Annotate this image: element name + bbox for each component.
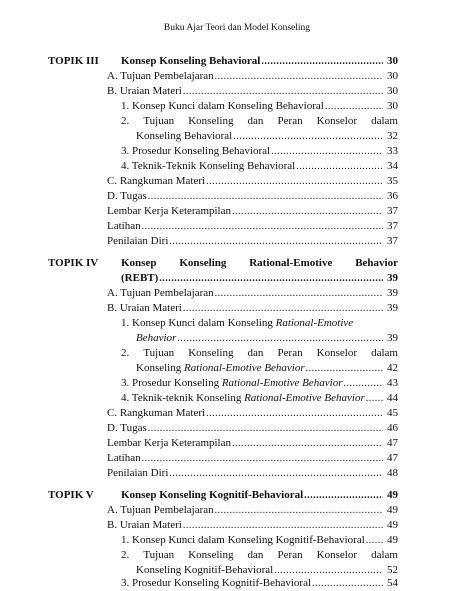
leader-dots bbox=[142, 219, 383, 234]
word: 2. bbox=[121, 347, 130, 359]
word: dan bbox=[247, 115, 264, 127]
toc-entry[interactable] bbox=[107, 466, 398, 481]
leader-dots bbox=[261, 54, 383, 69]
entry-title: B. Uraian Materi bbox=[107, 519, 182, 531]
leader-dots bbox=[304, 488, 383, 503]
toc-entry[interactable] bbox=[107, 301, 398, 316]
page-number: 54 bbox=[387, 577, 398, 589]
word: Konselor bbox=[316, 115, 357, 127]
entry-title: Latihan bbox=[107, 452, 141, 464]
page-number: 39 bbox=[387, 302, 398, 314]
word: Konseling bbox=[188, 347, 234, 359]
page-number: 49 bbox=[387, 504, 398, 516]
page-number: 43 bbox=[387, 377, 398, 389]
leader-dots bbox=[215, 503, 383, 518]
topic-title-line1 bbox=[121, 256, 398, 271]
word: dan bbox=[247, 549, 264, 561]
entry-title: 3. Prosedur Konseling Behavioral bbox=[121, 145, 271, 157]
toc-entry[interactable] bbox=[107, 234, 398, 249]
leader-dots bbox=[232, 204, 383, 219]
toc-entry[interactable] bbox=[107, 189, 398, 204]
entry-title: 1. Konsep Kunci dalam Konseling Kognitif-Behavioral bbox=[121, 534, 365, 546]
toc-entry[interactable] bbox=[107, 518, 398, 533]
entry-title-prefix: Konseling bbox=[136, 362, 184, 374]
leader-dots bbox=[206, 406, 383, 421]
entry-title bbox=[121, 391, 365, 406]
toc-entry[interactable] bbox=[107, 84, 398, 99]
word: Behavior bbox=[355, 257, 398, 269]
entry-title: D. Tugas bbox=[107, 422, 147, 434]
leader-dots bbox=[232, 436, 383, 451]
leader-dots bbox=[148, 421, 383, 436]
page-number: 48 bbox=[387, 467, 398, 479]
page-number: 42 bbox=[387, 362, 398, 374]
entry-title: 1. Konsep Kunci dalam Konseling bbox=[121, 317, 273, 329]
toc-entry[interactable] bbox=[121, 144, 398, 159]
leader-dots bbox=[312, 576, 383, 591]
topic-label: TOPIK V bbox=[48, 489, 94, 501]
toc-entry[interactable] bbox=[107, 503, 398, 518]
leader-dots bbox=[325, 99, 383, 114]
leader-dots bbox=[183, 84, 383, 99]
word: Tujuan bbox=[143, 347, 175, 359]
leader-dots bbox=[366, 533, 383, 548]
entry-title: Penilaian Diri bbox=[107, 235, 169, 247]
leader-dots bbox=[177, 331, 383, 346]
leader-dots bbox=[183, 301, 383, 316]
toc-entry[interactable] bbox=[107, 406, 398, 421]
topic-label: TOPIK IV bbox=[48, 257, 99, 269]
topic-title-entry[interactable] bbox=[121, 271, 398, 286]
word: Konseling bbox=[188, 115, 234, 127]
topic-title-entry bbox=[121, 54, 398, 69]
page-number: 39 bbox=[387, 287, 398, 299]
toc-entry-line1[interactable] bbox=[121, 114, 398, 129]
page-number: 39 bbox=[387, 332, 398, 344]
page-number: 46 bbox=[387, 422, 398, 434]
word: dan bbox=[247, 347, 264, 359]
word: Rational-Emotive bbox=[249, 257, 333, 269]
leader-dots bbox=[215, 286, 383, 301]
page-number: 47 bbox=[387, 452, 398, 464]
page-number: 30 bbox=[387, 100, 398, 112]
toc-topic-3[interactable] bbox=[0, 54, 474, 69]
page-number: 36 bbox=[387, 190, 398, 202]
leader-dots bbox=[142, 451, 383, 466]
toc-entry-line1[interactable] bbox=[121, 316, 353, 331]
word: Konseling bbox=[188, 549, 234, 561]
page-number: 32 bbox=[387, 130, 398, 142]
toc-entry-line1[interactable] bbox=[121, 548, 398, 563]
page-number: 33 bbox=[387, 145, 398, 157]
topic-title-entry bbox=[121, 488, 398, 503]
toc-entry[interactable] bbox=[107, 219, 398, 234]
leader-dots bbox=[148, 189, 383, 204]
toc-entry[interactable] bbox=[107, 69, 398, 84]
word: 2. bbox=[121, 115, 130, 127]
leader-dots bbox=[344, 376, 384, 391]
word: dalam bbox=[371, 549, 398, 561]
page-number: 52 bbox=[387, 564, 398, 576]
word: dalam bbox=[371, 347, 398, 359]
leader-dots bbox=[183, 518, 383, 533]
leader-dots bbox=[306, 361, 383, 376]
toc-entry[interactable] bbox=[107, 451, 398, 466]
page-number: 44 bbox=[387, 392, 398, 404]
word: Tujuan bbox=[143, 549, 175, 561]
page-number: 35 bbox=[387, 175, 398, 187]
topic-title: Konsep Konseling Behavioral bbox=[121, 55, 261, 67]
entry-title: A. Tujuan Pembelajaran bbox=[107, 70, 214, 82]
toc-entry[interactable] bbox=[121, 99, 398, 114]
toc-entry[interactable] bbox=[107, 436, 398, 451]
entry-title-italic: Rational-Emotive bbox=[275, 317, 354, 329]
toc-entry[interactable] bbox=[121, 159, 398, 174]
entry-title: 1. Konsep Kunci dalam Konseling Behavioral bbox=[121, 100, 324, 112]
word: Konselor bbox=[316, 347, 357, 359]
leader-dots bbox=[215, 69, 383, 84]
leader-dots bbox=[271, 144, 383, 159]
leader-dots bbox=[296, 159, 383, 174]
toc-entry[interactable] bbox=[121, 376, 398, 391]
entry-title-prefix: 4. Teknik-teknik Konseling bbox=[121, 392, 245, 404]
entry-title bbox=[136, 361, 305, 376]
page-number: 47 bbox=[387, 437, 398, 449]
word: Konsep bbox=[121, 257, 157, 269]
entry-title: Lembar Kerja Keterampilan bbox=[107, 205, 231, 217]
topic-title: Konsep Konseling Kognitif-Behavioral bbox=[121, 489, 304, 501]
toc-entry[interactable] bbox=[107, 174, 398, 189]
entry-title: A. Tujuan Pembelajaran bbox=[107, 504, 214, 516]
word: Tujuan bbox=[143, 115, 175, 127]
toc-entry[interactable] bbox=[136, 331, 398, 346]
entry-title: 3. Prosedur Konseling Kognitif-Behavioral bbox=[121, 577, 312, 589]
page-number: 45 bbox=[387, 407, 398, 419]
toc-entry[interactable] bbox=[121, 533, 398, 548]
page-number: 37 bbox=[387, 220, 398, 232]
topic-title: (REBT) bbox=[121, 272, 159, 284]
entry-title: D. Tugas bbox=[107, 190, 147, 202]
entry-title: B. Uraian Materi bbox=[107, 85, 182, 97]
leader-dots bbox=[169, 466, 383, 481]
page-number: 49 bbox=[387, 534, 398, 546]
toc-entry[interactable] bbox=[107, 204, 398, 219]
page-header: Buku Ajar Teori dan Model Konseling bbox=[163, 23, 311, 33]
toc-entry[interactable] bbox=[136, 129, 398, 144]
entry-title: 4. Teknik-Teknik Konseling Behavioral bbox=[121, 160, 296, 172]
leader-dots bbox=[169, 234, 383, 249]
toc-entry[interactable] bbox=[121, 576, 398, 591]
page-number: 34 bbox=[387, 160, 398, 172]
page-number: 30 bbox=[387, 55, 398, 67]
page-number: 49 bbox=[387, 519, 398, 531]
entry-title: A. Tujuan Pembelajaran bbox=[107, 287, 214, 299]
leader-dots bbox=[366, 391, 383, 406]
page-number: 49 bbox=[387, 489, 398, 501]
entry-title: Lembar Kerja Keterampilan bbox=[107, 437, 231, 449]
toc-entry-line1[interactable] bbox=[121, 346, 398, 361]
toc-entry[interactable] bbox=[107, 286, 398, 301]
entry-title-italic: Rational-Emotive Behavior bbox=[244, 392, 365, 404]
word: Konselor bbox=[316, 549, 357, 561]
entry-title: C. Rangkuman Materi bbox=[107, 407, 206, 419]
topic-label: TOPIK III bbox=[48, 55, 99, 67]
word: Konseling bbox=[179, 257, 227, 269]
entry-title-italic: Rational-Emotive Behavior bbox=[221, 377, 343, 389]
entry-title: Konseling Behavioral bbox=[136, 130, 233, 142]
entry-title: C. Rangkuman Materi bbox=[107, 175, 206, 187]
page-number: 39 bbox=[387, 272, 398, 284]
entry-title-prefix: 3. Prosedur Konseling bbox=[121, 377, 222, 389]
toc-entry[interactable] bbox=[136, 361, 398, 376]
page-number: 37 bbox=[387, 235, 398, 247]
word: Peran bbox=[277, 347, 303, 359]
entry-title bbox=[121, 376, 343, 391]
word: Peran bbox=[277, 115, 303, 127]
entry-title: Latihan bbox=[107, 220, 141, 232]
leader-dots bbox=[206, 174, 383, 189]
entry-title-italic: Behavior bbox=[136, 332, 177, 344]
entry-title: B. Uraian Materi bbox=[107, 302, 182, 314]
leader-dots bbox=[233, 129, 383, 144]
entry-title-italic: Rational-Emotive Behavior bbox=[183, 362, 305, 374]
leader-dots bbox=[159, 271, 383, 286]
page-number: 37 bbox=[387, 205, 398, 217]
word: Peran bbox=[277, 549, 303, 561]
page-number: 30 bbox=[387, 85, 398, 97]
toc-entry[interactable] bbox=[107, 421, 398, 436]
word: 2. bbox=[121, 549, 130, 561]
word: dalam bbox=[371, 115, 398, 127]
toc-topic-4[interactable] bbox=[0, 256, 474, 271]
toc-topic-5[interactable] bbox=[0, 488, 474, 503]
entry-title: Penilaian Diri bbox=[107, 467, 169, 479]
toc-entry[interactable] bbox=[121, 391, 398, 406]
page-number: 30 bbox=[387, 70, 398, 82]
entry-title: Konseling Kognitif-Behavioral bbox=[136, 564, 274, 576]
